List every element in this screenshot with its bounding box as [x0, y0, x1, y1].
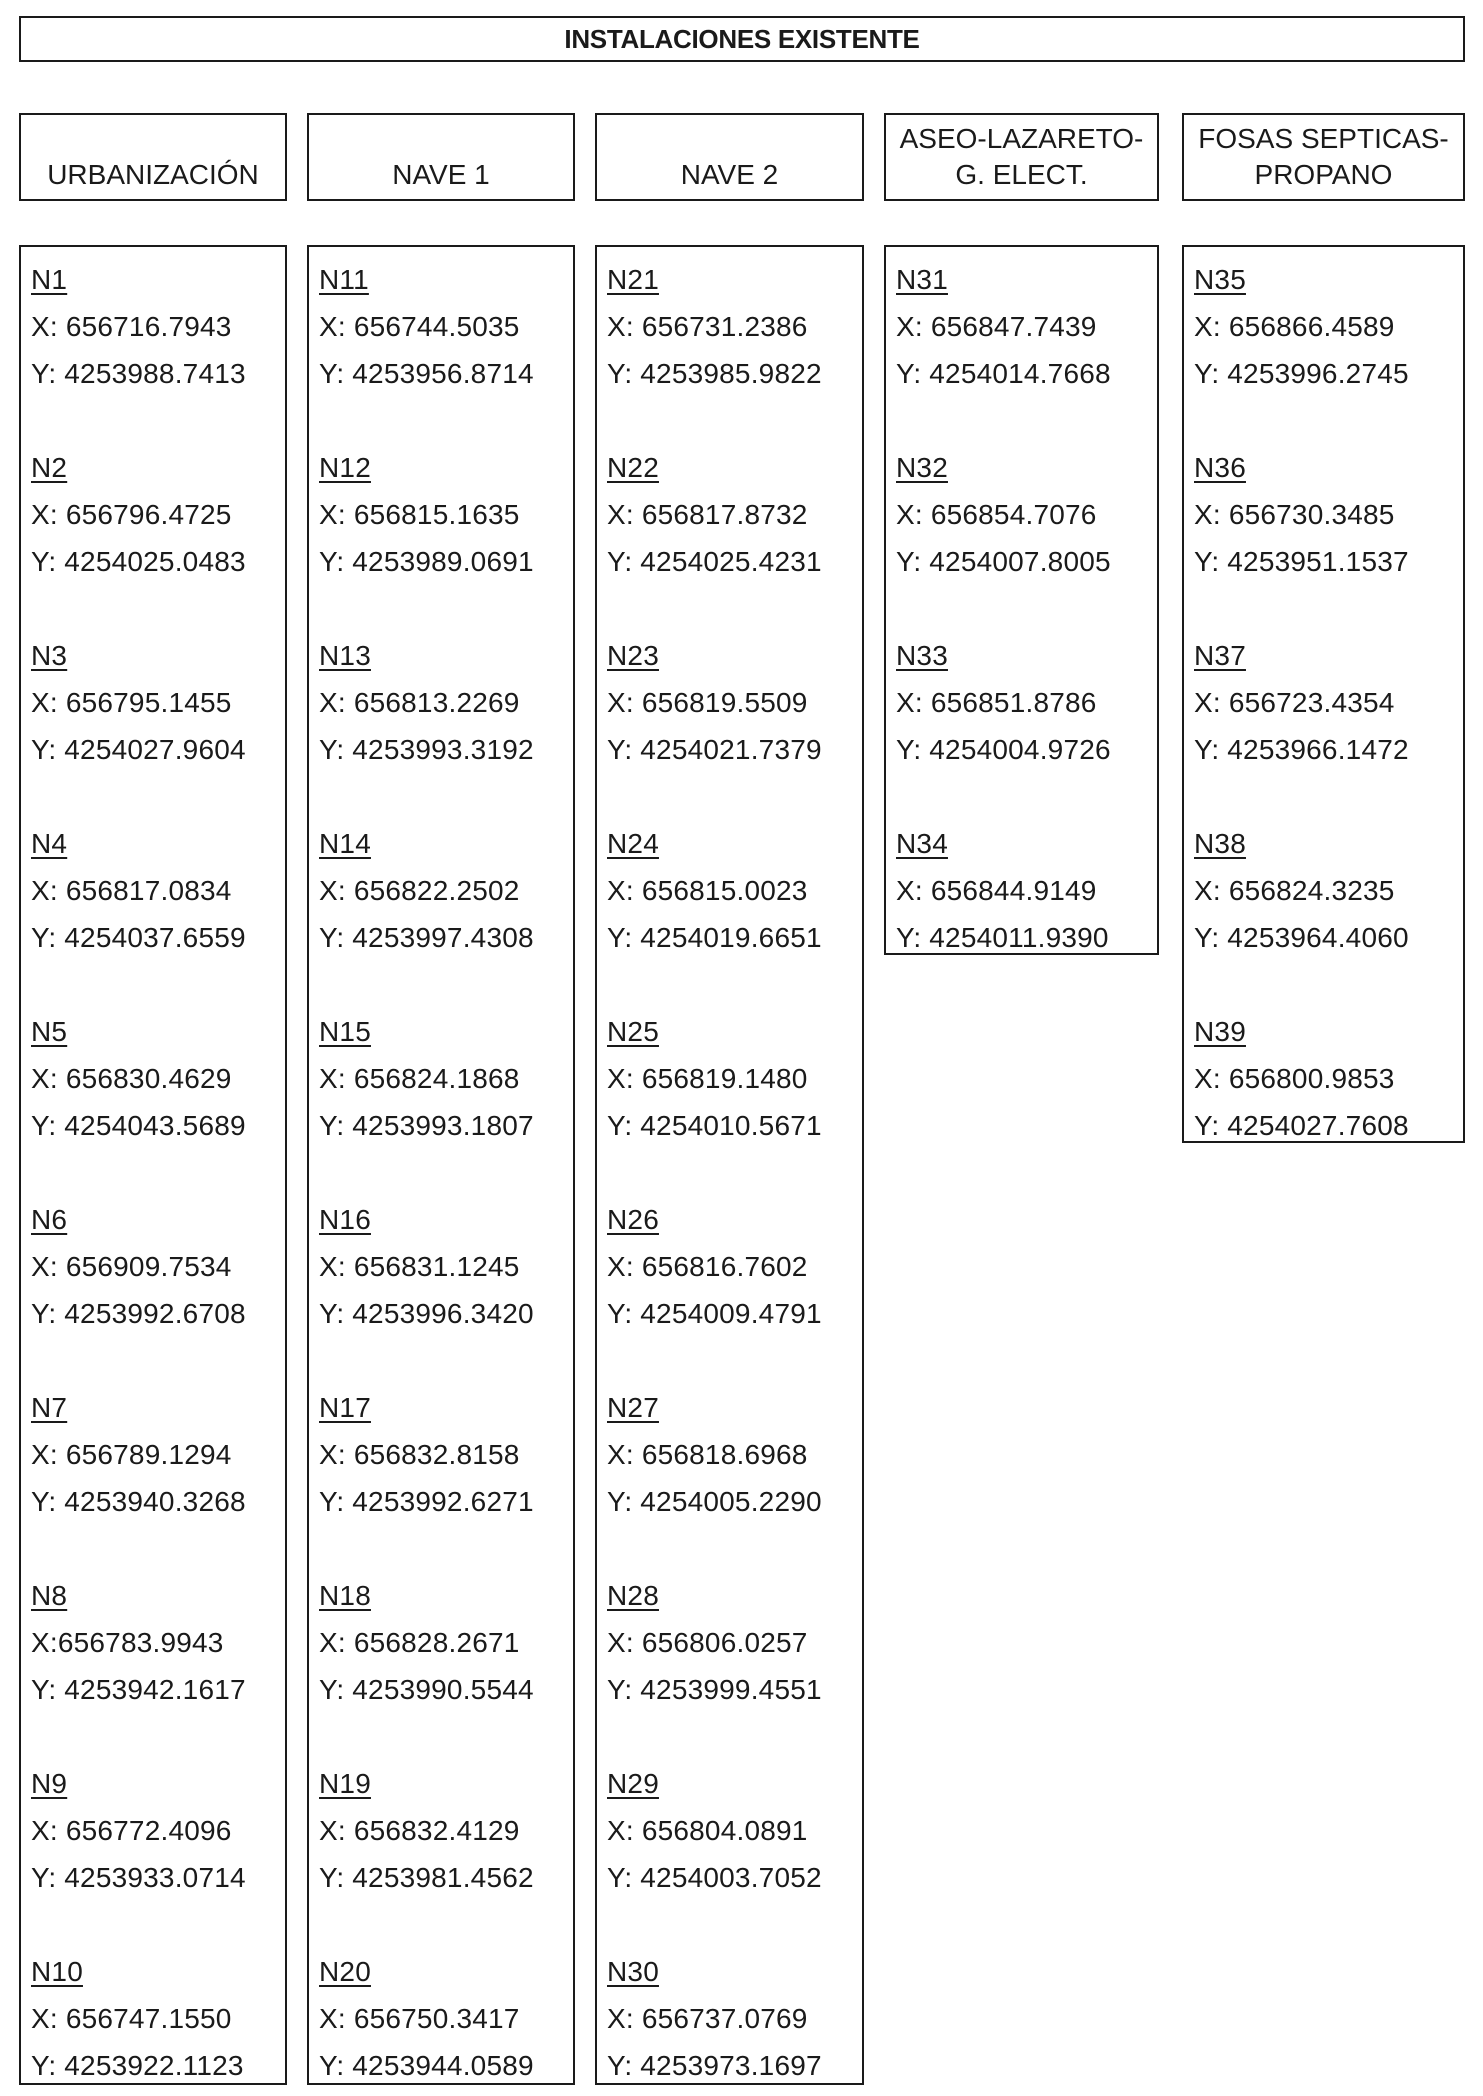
point-entry	[31, 1572, 285, 1713]
point-x-coordinate: X: 656815.1635	[319, 499, 520, 530]
point-id: N36	[1194, 452, 1246, 483]
point-id: N32	[896, 452, 948, 483]
point-entry	[319, 1948, 573, 2089]
point-id: N35	[1194, 264, 1246, 295]
point-x-coordinate: X: 656819.1480	[607, 1063, 808, 1094]
point-y-coordinate: Y: 4254011.9390	[896, 922, 1109, 953]
point-y-coordinate: Y: 4254025.0483	[31, 546, 246, 577]
point-entry	[607, 1760, 862, 1901]
column-box-nave-2	[595, 245, 864, 2085]
point-y-coordinate: Y: 4254027.7608	[1194, 1110, 1409, 1141]
point-x-coordinate: X: 656851.8786	[896, 687, 1097, 718]
point-id: N2	[31, 452, 68, 483]
point-x-coordinate: X: 656796.4725	[31, 499, 232, 530]
point-x-coordinate: X: 656747.1550	[31, 2003, 232, 2034]
point-id: N9	[31, 1768, 68, 1799]
point-y-coordinate: Y: 4253973.1697	[607, 2050, 822, 2081]
point-x-coordinate: X: 656716.7943	[31, 311, 232, 342]
point-x-coordinate: X: 656824.3235	[1194, 875, 1395, 906]
column-header-aseo-lazareto	[884, 113, 1159, 201]
point-y-coordinate: Y: 4254021.7379	[607, 734, 822, 765]
point-x-coordinate: X: 656824.1868	[319, 1063, 520, 1094]
point-x-coordinate: X: 656750.3417	[319, 2003, 520, 2034]
point-entry	[896, 256, 1157, 397]
point-id: N20	[319, 1956, 371, 1987]
point-y-coordinate: Y: 4253964.4060	[1194, 922, 1409, 953]
point-x-coordinate: X: 656832.8158	[319, 1439, 520, 1470]
point-x-coordinate: X: 656813.2269	[319, 687, 520, 718]
point-x-coordinate: X: 656804.0891	[607, 1815, 808, 1846]
point-y-coordinate: Y: 4253990.5544	[319, 1674, 534, 1705]
point-x-coordinate: X: 656744.5035	[319, 311, 520, 342]
point-y-coordinate: Y: 4253966.1472	[1194, 734, 1409, 765]
point-id: N4	[31, 828, 68, 859]
point-x-coordinate: X: 656816.7602	[607, 1251, 808, 1282]
point-id: N16	[319, 1204, 371, 1235]
point-entry	[319, 444, 573, 585]
point-entry	[319, 632, 573, 773]
point-id: N25	[607, 1016, 659, 1047]
point-y-coordinate: Y: 4253996.3420	[319, 1298, 534, 1329]
point-entry	[319, 256, 573, 397]
point-id: N30	[607, 1956, 659, 1987]
point-entry	[607, 1196, 862, 1337]
point-x-coordinate: X: 656815.0023	[607, 875, 808, 906]
point-id: N5	[31, 1016, 68, 1047]
point-x-coordinate: X: 656844.9149	[896, 875, 1097, 906]
point-id: N39	[1194, 1016, 1246, 1047]
column-header-label: NAVE 2	[680, 159, 779, 190]
point-x-coordinate: X: 656818.6968	[607, 1439, 808, 1470]
column-header-nave-2	[595, 113, 864, 201]
point-y-coordinate: Y: 4253933.0714	[31, 1862, 246, 1893]
point-x-coordinate: X: 656795.1455	[31, 687, 232, 718]
point-id: N15	[319, 1016, 371, 1047]
point-x-coordinate: X: 656730.3485	[1194, 499, 1395, 530]
point-entry	[31, 1384, 285, 1525]
column-header-fosas-septicas	[1182, 113, 1465, 201]
point-entry	[1194, 444, 1463, 585]
point-id: N1	[31, 264, 68, 295]
point-y-coordinate: Y: 4253988.7413	[31, 358, 246, 389]
point-entry	[31, 632, 285, 773]
point-id: N13	[319, 640, 371, 671]
point-entry	[607, 820, 862, 961]
column-header-nave-1	[307, 113, 575, 201]
point-entry	[31, 820, 285, 961]
point-x-coordinate: X: 656817.0834	[31, 875, 232, 906]
point-x-coordinate: X: 656723.4354	[1194, 687, 1395, 718]
point-x-coordinate: X: 656789.1294	[31, 1439, 232, 1470]
point-y-coordinate: Y: 4254043.5689	[31, 1110, 246, 1141]
point-x-coordinate: X: 656822.2502	[319, 875, 520, 906]
point-entry	[896, 444, 1157, 585]
point-y-coordinate: Y: 4254003.7052	[607, 1862, 822, 1893]
point-id: N28	[607, 1580, 659, 1611]
point-y-coordinate: Y: 4253993.1807	[319, 1110, 534, 1141]
point-id: N3	[31, 640, 68, 671]
point-y-coordinate: Y: 4253940.3268	[31, 1486, 246, 1517]
point-id: N24	[607, 828, 659, 859]
point-y-coordinate: Y: 4253999.4551	[607, 1674, 822, 1705]
point-y-coordinate: Y: 4254025.4231	[607, 546, 822, 577]
point-entry	[607, 632, 862, 773]
point-y-coordinate: Y: 4253981.4562	[319, 1862, 534, 1893]
point-y-coordinate: Y: 4254010.5671	[607, 1110, 822, 1141]
point-id: N31	[896, 264, 948, 295]
column-box-urbanizacion	[19, 245, 287, 2085]
point-x-coordinate: X: 656866.4589	[1194, 311, 1395, 342]
point-x-coordinate: X: 656817.8732	[607, 499, 808, 530]
column-box-aseo-lazareto	[884, 245, 1159, 955]
point-entry	[31, 1196, 285, 1337]
point-y-coordinate: Y: 4254004.9726	[896, 734, 1111, 765]
point-y-coordinate: Y: 4253922.1123	[31, 2050, 244, 2081]
column-header-urbanizacion	[19, 113, 287, 201]
point-y-coordinate: Y: 4254007.8005	[896, 546, 1111, 577]
point-y-coordinate: Y: 4253992.6708	[31, 1298, 246, 1329]
point-id: N18	[319, 1580, 371, 1611]
point-y-coordinate: Y: 4253993.3192	[319, 734, 534, 765]
column-box-fosas-septicas	[1182, 245, 1465, 1143]
column-box-nave-1	[307, 245, 575, 2085]
document-title	[19, 16, 1465, 62]
point-entry	[1194, 820, 1463, 961]
point-id: N34	[896, 828, 948, 859]
point-y-coordinate: Y: 4253951.1537	[1194, 546, 1409, 577]
point-y-coordinate: Y: 4254005.2290	[607, 1486, 822, 1517]
point-id: N19	[319, 1768, 371, 1799]
document-title-text: INSTALACIONES EXISTENTE	[564, 23, 920, 54]
point-entry	[607, 1572, 862, 1713]
point-x-coordinate: X: 656731.2386	[607, 311, 808, 342]
point-y-coordinate: Y: 4253992.6271	[319, 1486, 534, 1517]
point-x-coordinate: X: 656847.7439	[896, 311, 1097, 342]
point-entry	[1194, 1008, 1463, 1149]
point-id: N27	[607, 1392, 659, 1423]
point-entry	[319, 820, 573, 961]
point-entry	[1194, 632, 1463, 773]
point-entry	[31, 444, 285, 585]
point-x-coordinate: X: 656909.7534	[31, 1251, 232, 1282]
point-id: N21	[607, 264, 659, 295]
point-entry	[607, 1008, 862, 1149]
point-entry	[607, 1384, 862, 1525]
point-x-coordinate: X:656783.9943	[31, 1627, 224, 1658]
point-x-coordinate: X: 656831.1245	[319, 1251, 520, 1282]
point-entry	[319, 1008, 573, 1149]
column-header-label: NAVE 1	[392, 159, 490, 190]
point-entry	[896, 820, 1157, 961]
point-y-coordinate: Y: 4253989.0691	[319, 546, 534, 577]
point-y-coordinate: Y: 4253944.0589	[319, 2050, 534, 2081]
point-id: N38	[1194, 828, 1246, 859]
point-entry	[1194, 256, 1463, 397]
point-id: N29	[607, 1768, 659, 1799]
point-entry	[31, 256, 285, 397]
point-y-coordinate: Y: 4254009.4791	[607, 1298, 822, 1329]
point-entry	[607, 256, 862, 397]
point-x-coordinate: X: 656800.9853	[1194, 1063, 1395, 1094]
point-x-coordinate: X: 656772.4096	[31, 1815, 232, 1846]
point-y-coordinate: Y: 4254019.6651	[607, 922, 822, 953]
point-x-coordinate: X: 656819.5509	[607, 687, 808, 718]
point-y-coordinate: Y: 4253956.8714	[319, 358, 534, 389]
point-x-coordinate: X: 656854.7076	[896, 499, 1097, 530]
point-x-coordinate: X: 656806.0257	[607, 1627, 808, 1658]
point-id: N33	[896, 640, 948, 671]
point-entry	[896, 632, 1157, 773]
point-entry	[319, 1196, 573, 1337]
point-x-coordinate: X: 656828.2671	[319, 1627, 520, 1658]
point-y-coordinate: Y: 4253997.4308	[319, 922, 534, 953]
point-entry	[319, 1572, 573, 1713]
point-id: N10	[31, 1956, 83, 1987]
column-header-label: URBANIZACIÓN	[47, 159, 259, 190]
column-header-label: FOSAS SEPTICAS- PROPANO	[1198, 123, 1449, 190]
point-id: N37	[1194, 640, 1246, 671]
column-header-label: ASEO-LAZARETO- G. ELECT.	[899, 123, 1144, 190]
point-id: N11	[319, 264, 369, 295]
point-y-coordinate: Y: 4254027.9604	[31, 734, 246, 765]
point-id: N6	[31, 1204, 68, 1235]
point-x-coordinate: X: 656830.4629	[31, 1063, 232, 1094]
point-y-coordinate: Y: 4253996.2745	[1194, 358, 1409, 389]
point-id: N7	[31, 1392, 68, 1423]
point-x-coordinate: X: 656832.4129	[319, 1815, 520, 1846]
point-entry	[607, 1948, 862, 2089]
point-id: N12	[319, 452, 371, 483]
point-y-coordinate: Y: 4254037.6559	[31, 922, 246, 953]
point-id: N22	[607, 452, 659, 483]
point-id: N26	[607, 1204, 659, 1235]
point-id: N23	[607, 640, 659, 671]
point-y-coordinate: Y: 4253985.9822	[607, 358, 822, 389]
point-y-coordinate: Y: 4253942.1617	[31, 1674, 246, 1705]
point-x-coordinate: X: 656737.0769	[607, 2003, 808, 2034]
point-entry	[607, 444, 862, 585]
point-entry	[319, 1760, 573, 1901]
point-entry	[31, 1760, 285, 1901]
point-id: N14	[319, 828, 371, 859]
point-entry	[31, 1008, 285, 1149]
point-entry	[31, 1948, 285, 2089]
point-y-coordinate: Y: 4254014.7668	[896, 358, 1111, 389]
point-id: N8	[31, 1580, 68, 1611]
point-id: N17	[319, 1392, 371, 1423]
point-entry	[319, 1384, 573, 1525]
